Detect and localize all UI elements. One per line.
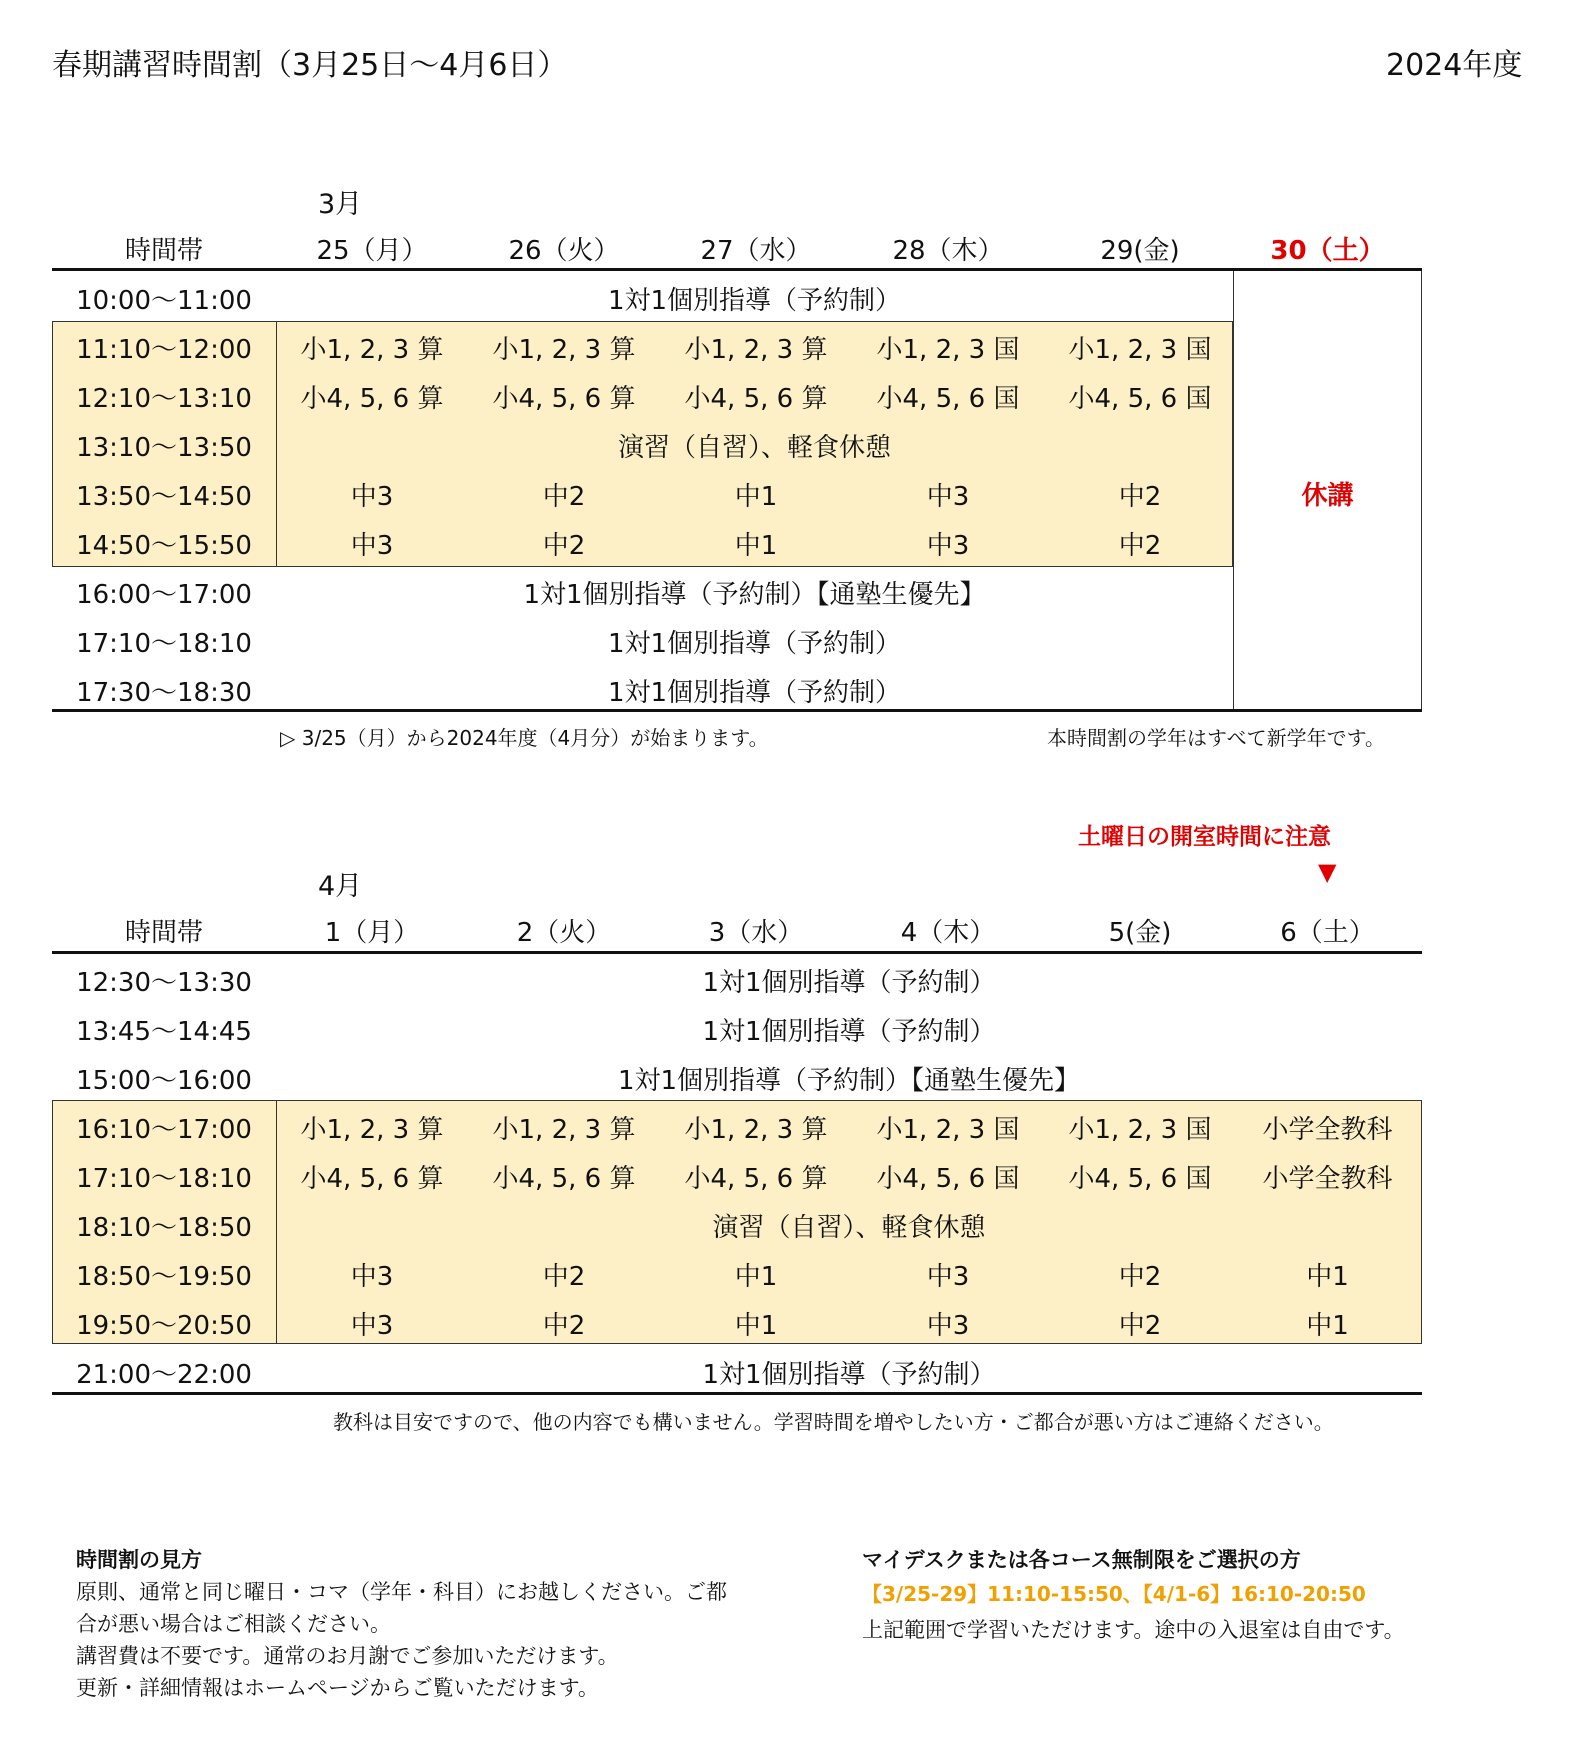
session-cell: 中2	[1118, 531, 1162, 561]
april-time-header: 時間帯	[124, 918, 203, 948]
day-header: 27（水）	[700, 236, 812, 266]
april-note: 教科は目安ですので、他の内容でも構いません。学習時間を増やしたい方・ご都合が悪い方はご連絡ください。	[333, 1410, 1334, 1434]
day-header: 2（火）	[516, 918, 612, 948]
session-cell: 中1	[734, 531, 778, 561]
fiscal-year: 2024年度	[1386, 48, 1523, 83]
day-header: 3（水）	[708, 918, 804, 948]
session-cell: 中2	[542, 482, 586, 512]
time-slot: 13:10～13:50	[76, 433, 252, 463]
day-header: 26（火）	[508, 236, 620, 266]
session-cell: 小4, 5, 6 国	[876, 1164, 1020, 1194]
session-span: 1対1個別指導（予約制）【通塾生優先】	[617, 1066, 1081, 1096]
session-cell: 小学全教科	[1262, 1115, 1393, 1145]
time-slot: 19:50～20:50	[76, 1311, 252, 1341]
session-cell: 小1, 2, 3 算	[492, 1115, 636, 1145]
april-top-rule	[52, 951, 1422, 954]
session-cell: 小4, 5, 6 国	[1068, 1164, 1212, 1194]
time-slot: 17:30～18:30	[76, 678, 252, 708]
session-span: 1対1個別指導（予約制）	[702, 968, 996, 998]
time-slot: 12:30～13:30	[76, 968, 252, 998]
session-span: 1対1個別指導（予約制）	[607, 629, 902, 659]
session-span: 1対1個別指導（予約制）【通塾生優先】	[523, 580, 986, 610]
day-header: 1（月）	[324, 918, 420, 948]
session-cell: 中2	[542, 1311, 586, 1341]
time-slot: 13:50～14:50	[76, 482, 252, 512]
time-slot: 21:00～22:00	[76, 1360, 252, 1390]
day-header: 6（土）	[1280, 918, 1375, 948]
time-slot: 16:10～17:00	[76, 1115, 252, 1145]
time-slot: 14:50～15:50	[76, 531, 252, 561]
day-header: 28（木）	[892, 236, 1004, 266]
march-time-header: 時間帯	[124, 236, 203, 266]
warning-arrow-icon: ▼	[1318, 858, 1337, 886]
day-header: 30（土）	[1270, 236, 1385, 266]
session-cell: 小1, 2, 3 国	[1068, 1115, 1212, 1145]
session-span: 演習（自習）、軽食休憩	[617, 433, 891, 463]
footer-left-heading: 時間割の見方	[76, 1548, 202, 1572]
session-cell: 小1, 2, 3 算	[684, 1115, 828, 1145]
time-slot: 18:50～19:50	[76, 1262, 252, 1292]
session-cell: 中1	[734, 482, 778, 512]
session-cell: 中3	[926, 1262, 970, 1292]
march-bottom-rule	[52, 709, 1422, 712]
session-cell: 中1	[1306, 1262, 1349, 1292]
time-slot: 18:10～18:50	[76, 1213, 252, 1243]
session-cell: 小4, 5, 6 算	[684, 1164, 828, 1194]
footer-right-line: 上記範囲で学習いただけます。途中の入退室は自由です。	[862, 1618, 1405, 1642]
session-cell: 中3	[350, 531, 394, 561]
time-slot: 11:10～12:00	[76, 335, 252, 365]
session-cell: 中2	[542, 1262, 586, 1292]
session-cell: 中3	[926, 482, 970, 512]
session-cell: 小4, 5, 6 算	[684, 384, 828, 414]
time-slot: 17:10～18:10	[76, 1164, 252, 1194]
session-cell: 小1, 2, 3 国	[876, 1115, 1020, 1145]
session-cell: 小4, 5, 6 算	[300, 1164, 444, 1194]
session-cell: 中3	[350, 1262, 394, 1292]
footer-left-line: 合が悪い場合はご相談ください。	[76, 1612, 391, 1636]
time-slot: 16:00～17:00	[76, 580, 252, 610]
april-bottom-rule	[52, 1392, 1422, 1395]
day-header: 29(金)	[1100, 236, 1180, 266]
session-cell: 中1	[734, 1262, 778, 1292]
footer-left-line: 更新・詳細情報はホームページからご覧いただけます。	[76, 1676, 599, 1700]
footer-right-heading: マイデスクまたは各コース無制限をご選択の方	[862, 1548, 1301, 1572]
saturday-warning: 土曜日の開室時間に注意	[1078, 824, 1331, 850]
closed-label: 休講	[1301, 481, 1354, 511]
footer-left-line: 講習費は不要です。通常のお月謝でご参加いただけます。	[76, 1644, 619, 1668]
page-title: 春期講習時間割（3月25日～4月6日）	[52, 48, 568, 83]
session-cell: 小1, 2, 3 算	[300, 1115, 444, 1145]
session-cell: 小4, 5, 6 算	[300, 384, 444, 414]
session-cell: 中2	[1118, 1311, 1162, 1341]
time-slot: 13:45～14:45	[76, 1017, 252, 1047]
session-cell: 小1, 2, 3 国	[876, 335, 1020, 365]
session-cell: 中2	[1118, 482, 1162, 512]
session-cell: 中3	[926, 531, 970, 561]
session-cell: 小1, 2, 3 算	[492, 335, 636, 365]
session-cell: 小4, 5, 6 算	[492, 1164, 636, 1194]
session-cell: 中2	[1118, 1262, 1162, 1292]
march-note-right: 本時間割の学年はすべて新学年です。	[1047, 726, 1385, 750]
session-cell: 中3	[926, 1311, 970, 1341]
session-cell: 中1	[734, 1311, 778, 1341]
time-slot: 12:10～13:10	[76, 384, 252, 414]
footer-right-highlight: 【3/25-29】11:10-15:50、【4/1-6】16:10-20:50	[862, 1582, 1366, 1606]
session-cell: 小4, 5, 6 算	[492, 384, 636, 414]
session-cell: 中2	[542, 531, 586, 561]
footer-left-line: 原則、通常と同じ曜日・コマ（学年・科目）にお越しください。ご都	[76, 1580, 727, 1604]
session-span: 1対1個別指導（予約制）	[702, 1360, 996, 1390]
session-cell: 小学全教科	[1262, 1164, 1393, 1194]
time-slot: 10:00～11:00	[76, 286, 252, 316]
time-slot: 17:10～18:10	[76, 629, 252, 659]
session-cell: 小1, 2, 3 算	[300, 335, 444, 365]
session-cell: 中3	[350, 1311, 394, 1341]
session-span: 演習（自習）、軽食休憩	[712, 1213, 986, 1243]
session-cell: 小4, 5, 6 国	[1068, 384, 1212, 414]
march-top-rule	[52, 268, 1422, 271]
session-span: 1対1個別指導（予約制）	[702, 1017, 996, 1047]
march-month-label: 3月	[318, 189, 363, 220]
march-note-left: ▷ 3/25（月）から2024年度（4月分）が始まります。	[280, 726, 769, 750]
session-span: 1対1個別指導（予約制）	[607, 678, 902, 708]
session-cell: 小4, 5, 6 国	[876, 384, 1020, 414]
time-slot: 15:00～16:00	[76, 1066, 252, 1096]
session-cell: 小1, 2, 3 算	[684, 335, 828, 365]
session-span: 1対1個別指導（予約制）	[607, 286, 902, 316]
april-month-label: 4月	[318, 871, 363, 902]
session-cell: 中3	[350, 482, 394, 512]
session-cell: 中1	[1306, 1311, 1349, 1341]
session-cell: 小1, 2, 3 国	[1068, 335, 1212, 365]
day-header: 4（木）	[900, 918, 996, 948]
day-header: 5(金)	[1108, 918, 1172, 948]
day-header: 25（月）	[316, 236, 428, 266]
